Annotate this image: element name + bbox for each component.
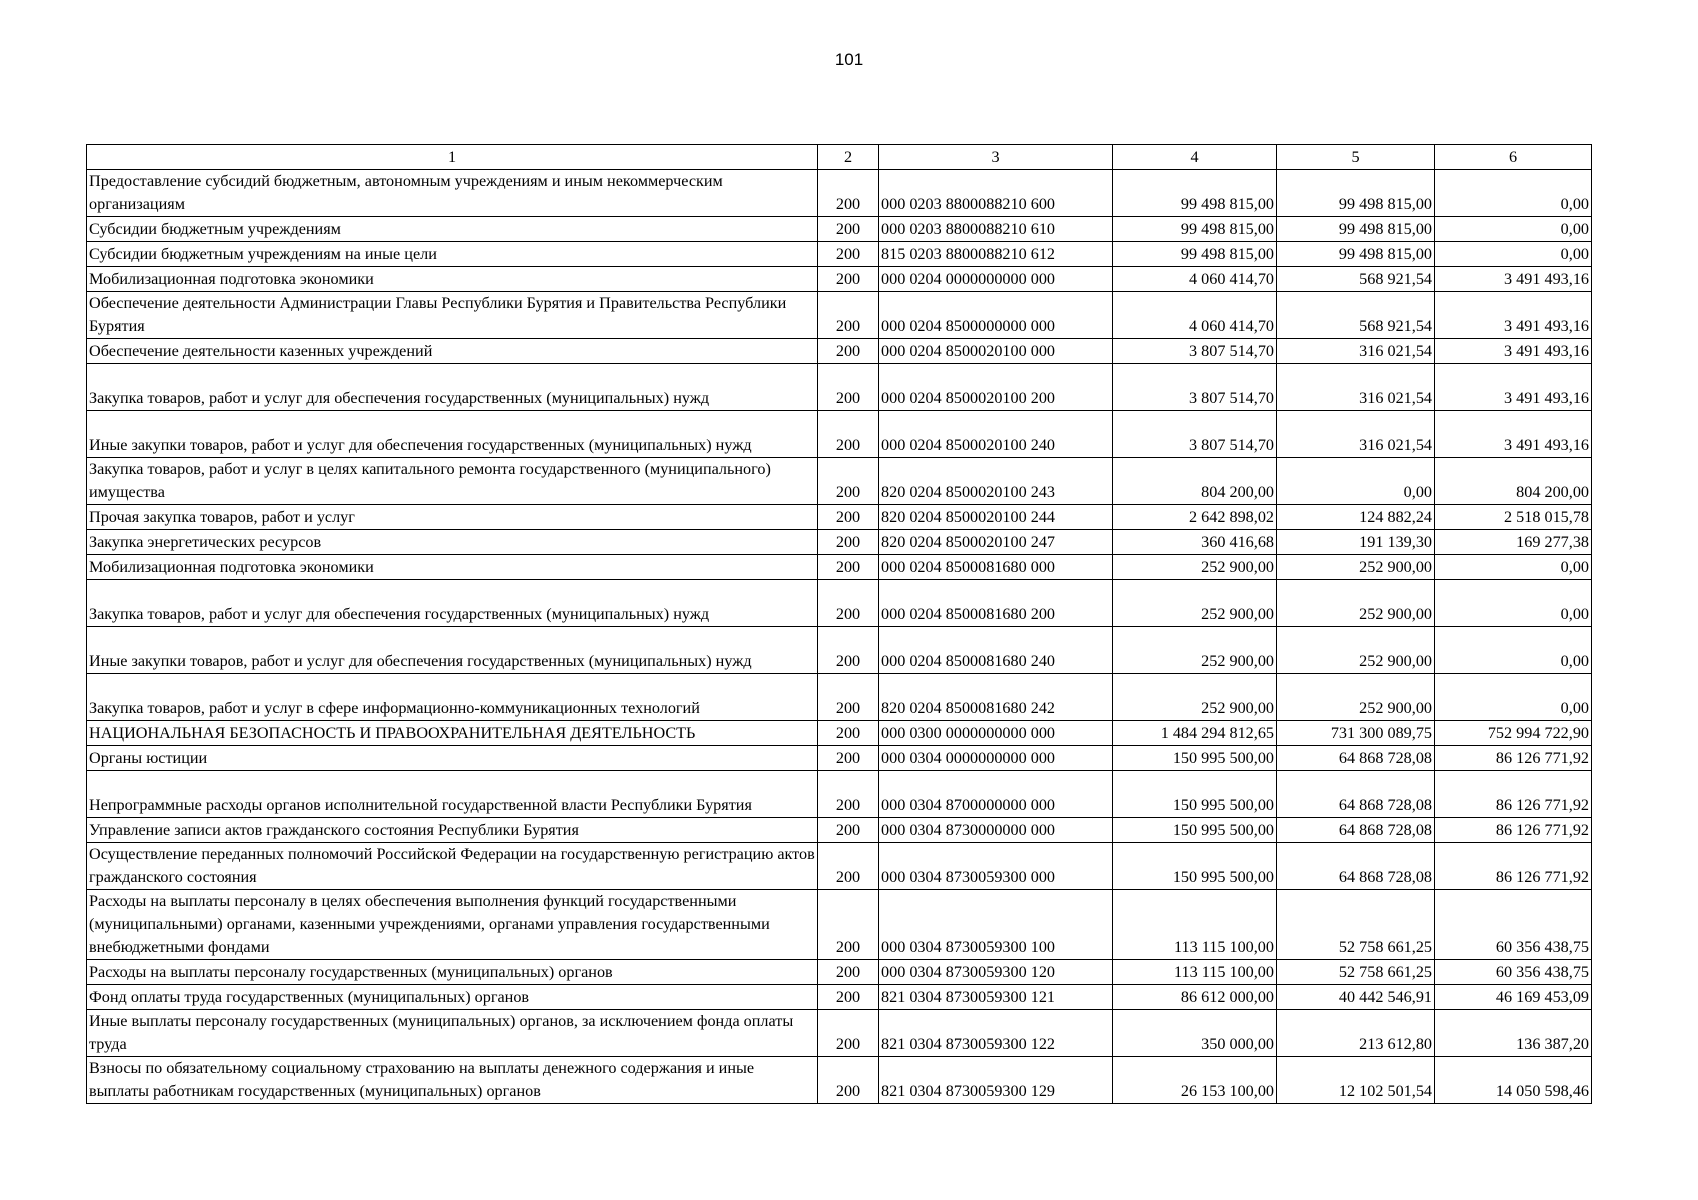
row-kbk-cell: 000 0304 8730000000 000 [879, 818, 1113, 843]
row-col4-cell: 3 807 514,70 [1113, 411, 1277, 458]
row-name-cell: Иные выплаты персоналу государственных (муниципальных) органов, за исключением фонда оплаты труда [87, 1010, 818, 1057]
row-col6-cell: 0,00 [1435, 674, 1592, 721]
table-row [87, 411, 1592, 458]
row-code-cell: 200 [818, 411, 879, 458]
row-col4-cell: 252 900,00 [1113, 555, 1277, 580]
row-col4-cell: 150 995 500,00 [1113, 818, 1277, 843]
row-col6-cell: 0,00 [1435, 580, 1592, 627]
row-name-cell: Непрограммные расходы органов исполнительной государственной власти Республики Бурятия [87, 771, 818, 818]
page-number: 101 [834, 50, 864, 69]
row-code-cell: 200 [818, 746, 879, 771]
row-col6-cell: 3 491 493,16 [1435, 267, 1592, 292]
header-cell-1: 1 [87, 145, 818, 170]
row-col4-cell: 4 060 414,70 [1113, 292, 1277, 339]
row-col5-cell: 316 021,54 [1277, 364, 1435, 411]
row-kbk-cell: 000 0204 8500000000 000 [879, 292, 1113, 339]
row-col5-cell: 568 921,54 [1277, 267, 1435, 292]
row-col4-cell: 3 807 514,70 [1113, 339, 1277, 364]
row-col6-cell: 3 491 493,16 [1435, 339, 1592, 364]
row-col6-cell: 3 491 493,16 [1435, 292, 1592, 339]
row-kbk-cell: 000 0203 8800088210 610 [879, 217, 1113, 242]
row-col6-cell: 0,00 [1435, 627, 1592, 674]
row-col4-cell: 113 115 100,00 [1113, 960, 1277, 985]
row-kbk-cell: 821 0304 8730059300 121 [879, 985, 1113, 1010]
table-row [87, 960, 1592, 985]
table-row [87, 627, 1592, 674]
table-row [87, 985, 1592, 1010]
row-col6-cell: 2 518 015,78 [1435, 505, 1592, 530]
row-col4-cell: 150 995 500,00 [1113, 843, 1277, 890]
row-kbk-cell: 815 0203 8800088210 612 [879, 242, 1113, 267]
row-col4-cell: 3 807 514,70 [1113, 364, 1277, 411]
row-name-cell: Мобилизационная подготовка экономики [87, 267, 818, 292]
row-col6-cell: 0,00 [1435, 170, 1592, 217]
table-row [87, 339, 1592, 364]
row-col5-cell: 40 442 546,91 [1277, 985, 1435, 1010]
row-kbk-cell: 000 0204 8500081680 200 [879, 580, 1113, 627]
row-name-cell: Обеспечение деятельности Администрации Главы Республики Бурятия и Правительства Республики Бурятия [87, 292, 818, 339]
row-code-cell: 200 [818, 364, 879, 411]
row-name-cell: Закупка энергетических ресурсов [87, 530, 818, 555]
row-col4-cell: 150 995 500,00 [1113, 746, 1277, 771]
row-code-cell: 200 [818, 170, 879, 217]
row-col4-cell: 150 995 500,00 [1113, 771, 1277, 818]
row-code-cell: 200 [818, 960, 879, 985]
row-name-cell: Органы юстиции [87, 746, 818, 771]
row-kbk-cell: 000 0204 8500081680 000 [879, 555, 1113, 580]
header-row [87, 145, 1592, 170]
row-kbk-cell: 000 0300 0000000000 000 [879, 721, 1113, 746]
row-name-cell: Закупка товаров, работ и услуг для обеспечения государственных (муниципальных) нужд [87, 364, 818, 411]
row-name-cell: Иные закупки товаров, работ и услуг для обеспечения государственных (муниципальных) нужд [87, 627, 818, 674]
budget-table [86, 144, 1592, 1104]
row-col6-cell: 0,00 [1435, 242, 1592, 267]
row-col5-cell: 316 021,54 [1277, 411, 1435, 458]
header-cell-6: 6 [1435, 145, 1592, 170]
row-name-cell: Закупка товаров, работ и услуг для обеспечения государственных (муниципальных) нужд [87, 580, 818, 627]
row-name-cell: Расходы на выплаты персоналу в целях обеспечения выполнения функций государственными (муниципальными) органами, казенными учреждениями, органами управления государственными внебюджетными фондами [87, 890, 818, 960]
row-kbk-cell: 000 0204 8500081680 240 [879, 627, 1113, 674]
row-col4-cell: 26 153 100,00 [1113, 1057, 1277, 1104]
table-row [87, 458, 1592, 505]
row-col6-cell: 136 387,20 [1435, 1010, 1592, 1057]
table-row [87, 843, 1592, 890]
row-col6-cell: 3 491 493,16 [1435, 364, 1592, 411]
row-col4-cell: 86 612 000,00 [1113, 985, 1277, 1010]
row-code-cell: 200 [818, 1010, 879, 1057]
row-code-cell: 200 [818, 580, 879, 627]
row-col6-cell: 0,00 [1435, 217, 1592, 242]
table-row [87, 890, 1592, 960]
row-col6-cell: 86 126 771,92 [1435, 818, 1592, 843]
header-cell-2: 2 [818, 145, 879, 170]
row-col4-cell: 1 484 294 812,65 [1113, 721, 1277, 746]
row-name-cell: Фонд оплаты труда государственных (муниципальных) органов [87, 985, 818, 1010]
row-col6-cell: 86 126 771,92 [1435, 771, 1592, 818]
row-col5-cell: 213 612,80 [1277, 1010, 1435, 1057]
row-name-cell: Закупка товаров, работ и услуг в сфере информационно-коммуникационных технологий [87, 674, 818, 721]
row-name-cell: Мобилизационная подготовка экономики [87, 555, 818, 580]
row-name-cell: Прочая закупка товаров, работ и услуг [87, 505, 818, 530]
row-code-cell: 200 [818, 505, 879, 530]
row-name-cell: Осуществление переданных полномочий Российской Федерации на государственную регистрацию актов гражданского состояния [87, 843, 818, 890]
row-code-cell: 200 [818, 458, 879, 505]
row-col4-cell: 2 642 898,02 [1113, 505, 1277, 530]
row-col4-cell: 99 498 815,00 [1113, 170, 1277, 217]
table-row [87, 818, 1592, 843]
table-row [87, 170, 1592, 217]
row-name-cell: Закупка товаров, работ и услуг в целях капитального ремонта государственного (муниципального) имущества [87, 458, 818, 505]
row-col5-cell: 252 900,00 [1277, 627, 1435, 674]
row-kbk-cell: 000 0204 8500020100 200 [879, 364, 1113, 411]
row-col4-cell: 113 115 100,00 [1113, 890, 1277, 960]
row-col4-cell: 99 498 815,00 [1113, 242, 1277, 267]
row-code-cell: 200 [818, 843, 879, 890]
row-code-cell: 200 [818, 267, 879, 292]
row-col5-cell: 64 868 728,08 [1277, 746, 1435, 771]
row-code-cell: 200 [818, 674, 879, 721]
row-kbk-cell: 820 0204 8500020100 244 [879, 505, 1113, 530]
row-name-cell: Взносы по обязательному социальному страхованию на выплаты денежного содержания и иные выплаты работникам государственных (муниципальных) органов [87, 1057, 818, 1104]
row-col4-cell: 252 900,00 [1113, 674, 1277, 721]
row-col6-cell: 169 277,38 [1435, 530, 1592, 555]
row-code-cell: 200 [818, 1057, 879, 1104]
row-kbk-cell: 000 0204 8500020100 240 [879, 411, 1113, 458]
table-row [87, 721, 1592, 746]
row-col4-cell: 804 200,00 [1113, 458, 1277, 505]
table-row [87, 674, 1592, 721]
row-col6-cell: 46 169 453,09 [1435, 985, 1592, 1010]
row-col6-cell: 0,00 [1435, 555, 1592, 580]
row-code-cell: 200 [818, 242, 879, 267]
table-row [87, 267, 1592, 292]
row-col5-cell: 252 900,00 [1277, 555, 1435, 580]
row-col5-cell: 252 900,00 [1277, 580, 1435, 627]
header-cell-4: 4 [1113, 145, 1277, 170]
row-col4-cell: 360 416,68 [1113, 530, 1277, 555]
row-col5-cell: 99 498 815,00 [1277, 242, 1435, 267]
row-name-cell: Субсидии бюджетным учреждениям на иные цели [87, 242, 818, 267]
row-col5-cell: 191 139,30 [1277, 530, 1435, 555]
row-col6-cell: 60 356 438,75 [1435, 960, 1592, 985]
row-col6-cell: 86 126 771,92 [1435, 843, 1592, 890]
row-code-cell: 200 [818, 985, 879, 1010]
row-name-cell: Расходы на выплаты персоналу государственных (муниципальных) органов [87, 960, 818, 985]
row-col5-cell: 52 758 661,25 [1277, 890, 1435, 960]
row-code-cell: 200 [818, 217, 879, 242]
row-col5-cell: 52 758 661,25 [1277, 960, 1435, 985]
table-row [87, 555, 1592, 580]
row-col5-cell: 99 498 815,00 [1277, 170, 1435, 217]
table-row [87, 505, 1592, 530]
row-code-cell: 200 [818, 890, 879, 960]
row-kbk-cell: 000 0203 8800088210 600 [879, 170, 1113, 217]
row-code-cell: 200 [818, 721, 879, 746]
row-col5-cell: 0,00 [1277, 458, 1435, 505]
table-row [87, 364, 1592, 411]
row-col5-cell: 64 868 728,08 [1277, 771, 1435, 818]
row-col5-cell: 99 498 815,00 [1277, 217, 1435, 242]
row-name-cell: Субсидии бюджетным учреждениям [87, 217, 818, 242]
row-col6-cell: 3 491 493,16 [1435, 411, 1592, 458]
table-row [87, 1010, 1592, 1057]
row-kbk-cell: 000 0304 0000000000 000 [879, 746, 1113, 771]
row-kbk-cell: 000 0204 0000000000 000 [879, 267, 1113, 292]
row-col6-cell: 14 050 598,46 [1435, 1057, 1592, 1104]
table-row [87, 1057, 1592, 1104]
row-kbk-cell: 000 0304 8730059300 100 [879, 890, 1113, 960]
row-col5-cell: 568 921,54 [1277, 292, 1435, 339]
row-col6-cell: 86 126 771,92 [1435, 746, 1592, 771]
row-col5-cell: 731 300 089,75 [1277, 721, 1435, 746]
table-row [87, 771, 1592, 818]
table-row [87, 746, 1592, 771]
row-code-cell: 200 [818, 555, 879, 580]
row-col5-cell: 64 868 728,08 [1277, 843, 1435, 890]
row-col4-cell: 350 000,00 [1113, 1010, 1277, 1057]
row-col4-cell: 99 498 815,00 [1113, 217, 1277, 242]
row-kbk-cell: 821 0304 8730059300 129 [879, 1057, 1113, 1104]
row-col6-cell: 752 994 722,90 [1435, 721, 1592, 746]
row-kbk-cell: 000 0204 8500020100 000 [879, 339, 1113, 364]
table-row [87, 580, 1592, 627]
row-kbk-cell: 820 0204 8500020100 247 [879, 530, 1113, 555]
row-kbk-cell: 000 0304 8730059300 000 [879, 843, 1113, 890]
row-col5-cell: 124 882,24 [1277, 505, 1435, 530]
row-kbk-cell: 821 0304 8730059300 122 [879, 1010, 1113, 1057]
row-kbk-cell: 000 0304 8700000000 000 [879, 771, 1113, 818]
row-name-cell: Предоставление субсидий бюджетным, автономным учреждениям и иным некоммерческим организациям [87, 170, 818, 217]
row-col4-cell: 252 900,00 [1113, 627, 1277, 674]
row-col6-cell: 60 356 438,75 [1435, 890, 1592, 960]
row-col4-cell: 252 900,00 [1113, 580, 1277, 627]
table-row [87, 530, 1592, 555]
row-name-cell: Иные закупки товаров, работ и услуг для обеспечения государственных (муниципальных) нужд [87, 411, 818, 458]
row-name-cell: Управление записи актов гражданского состояния Республики Бурятия [87, 818, 818, 843]
row-kbk-cell: 000 0304 8730059300 120 [879, 960, 1113, 985]
row-name-cell: НАЦИОНАЛЬНАЯ БЕЗОПАСНОСТЬ И ПРАВООХРАНИТЕЛЬНАЯ ДЕЯТЕЛЬНОСТЬ [87, 721, 818, 746]
row-code-cell: 200 [818, 339, 879, 364]
row-name-cell: Обеспечение деятельности казенных учреждений [87, 339, 818, 364]
row-code-cell: 200 [818, 771, 879, 818]
row-col4-cell: 4 060 414,70 [1113, 267, 1277, 292]
row-kbk-cell: 820 0204 8500020100 243 [879, 458, 1113, 505]
table-row [87, 217, 1592, 242]
table-row [87, 292, 1592, 339]
row-code-cell: 200 [818, 818, 879, 843]
row-col5-cell: 64 868 728,08 [1277, 818, 1435, 843]
header-cell-5: 5 [1277, 145, 1435, 170]
row-code-cell: 200 [818, 292, 879, 339]
row-col5-cell: 316 021,54 [1277, 339, 1435, 364]
row-code-cell: 200 [818, 627, 879, 674]
table-row [87, 242, 1592, 267]
row-col6-cell: 804 200,00 [1435, 458, 1592, 505]
row-col5-cell: 252 900,00 [1277, 674, 1435, 721]
row-col5-cell: 12 102 501,54 [1277, 1057, 1435, 1104]
header-cell-3: 3 [879, 145, 1113, 170]
row-kbk-cell: 820 0204 8500081680 242 [879, 674, 1113, 721]
row-code-cell: 200 [818, 530, 879, 555]
